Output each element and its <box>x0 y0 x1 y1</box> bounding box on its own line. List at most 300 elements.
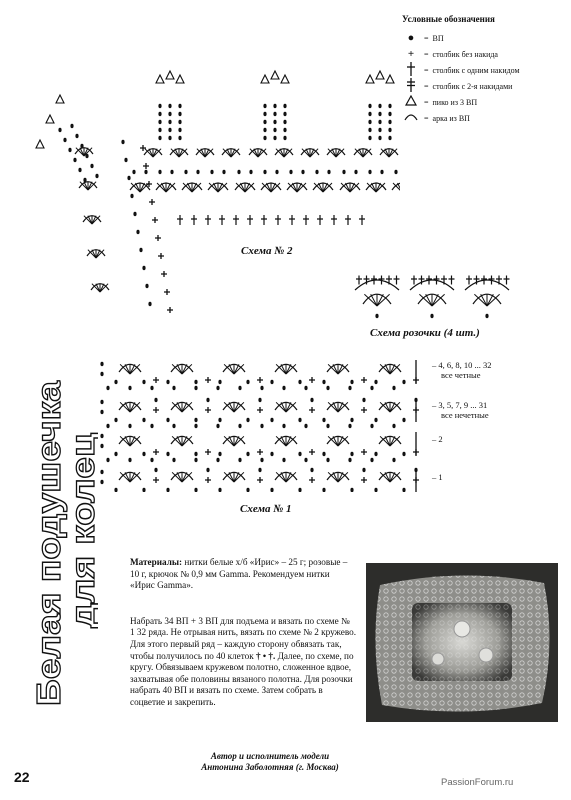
chain-dot <box>63 138 66 142</box>
chain-dot <box>106 458 109 462</box>
row-label-even: – 4, 6, 8, 10 ... 32 все четные <box>432 360 492 380</box>
fan-stitch <box>130 436 135 446</box>
fan-stitch <box>177 436 182 446</box>
chain-dot <box>150 458 153 462</box>
dc-stitch <box>356 276 362 285</box>
chain-dot <box>298 418 301 422</box>
fan-stitch <box>377 294 383 306</box>
plus-stitch <box>309 377 315 383</box>
legend <box>402 14 568 126</box>
chain-dot <box>368 128 371 132</box>
chain-dot <box>145 284 148 288</box>
plus-stitch <box>205 377 211 383</box>
chain-dot <box>283 120 286 124</box>
chain-dot <box>158 128 161 132</box>
fan-stitch <box>182 364 187 374</box>
chain-dot <box>322 418 325 422</box>
fan-stitch <box>125 436 130 446</box>
chain-dot <box>392 424 395 428</box>
dc-stitch <box>449 276 455 285</box>
chain-dot <box>263 104 266 108</box>
picot <box>176 75 184 83</box>
chain-dot <box>283 128 286 132</box>
plus-stitch <box>205 477 211 483</box>
chain-dot <box>326 458 329 462</box>
fan-stitch <box>385 472 390 482</box>
chain-dot <box>388 136 391 140</box>
dc-stitch <box>411 276 417 285</box>
chain-dot <box>100 480 103 484</box>
chain-dot <box>260 424 263 428</box>
row-label-2: – 2 <box>432 434 443 444</box>
chain-dot <box>95 174 98 178</box>
chain-dot <box>282 424 285 428</box>
fan-stitch <box>229 472 234 482</box>
fan-stitch <box>286 472 291 482</box>
chain-dot <box>216 386 219 390</box>
chain-dot <box>222 170 225 174</box>
plus-stitch <box>361 449 367 455</box>
chain-dot <box>378 112 381 116</box>
chain-dot <box>194 424 197 428</box>
chain-dot <box>370 424 373 428</box>
dc-stitch <box>331 215 337 225</box>
picot <box>281 75 289 83</box>
plus-stitch <box>361 377 367 383</box>
chain-dot <box>128 386 131 390</box>
legend-label: пико из 3 ВП <box>432 97 478 107</box>
chain-dot <box>258 468 261 472</box>
dc-stitch <box>289 215 295 225</box>
chain-dot <box>350 418 353 422</box>
chain-dot <box>298 380 301 384</box>
chain-dot <box>263 120 266 124</box>
chain-dot <box>210 170 213 174</box>
chain-dot <box>378 136 381 140</box>
chain-dot <box>154 468 157 472</box>
chain-dot <box>275 170 278 174</box>
plus-icon: + <box>407 48 415 60</box>
chain-dot <box>260 386 263 390</box>
plus-stitch <box>140 145 146 151</box>
legend-label: столбик без накида <box>432 49 498 59</box>
chain-dot <box>172 386 175 390</box>
fan-stitch <box>182 436 187 446</box>
chain-dot <box>322 452 325 456</box>
chain-dot <box>218 452 221 456</box>
chain-dot <box>310 398 313 402</box>
fan-stitch <box>390 402 395 412</box>
legend-label: столбик с 2-я накидами <box>432 81 513 91</box>
fan-stitch <box>333 364 338 374</box>
chain-dot <box>282 458 285 462</box>
dc-stitch <box>247 215 253 225</box>
dc-stitch <box>233 215 239 225</box>
page-number: 22 <box>14 769 30 785</box>
legend-row-cross1: = столбик с одним накидом <box>402 62 568 78</box>
plus-stitch <box>257 477 263 483</box>
stitch-symbols: † • †. <box>256 650 276 661</box>
picot <box>156 75 164 83</box>
chain-dot <box>194 452 197 456</box>
chain-dot <box>392 386 395 390</box>
cross-two-bar-icon <box>402 78 420 95</box>
plus-stitch <box>153 407 159 413</box>
dc-stitch <box>275 215 281 225</box>
fan-stitch <box>130 402 135 412</box>
dc-stitch <box>261 215 267 225</box>
chain-dot <box>392 458 395 462</box>
chain-dot <box>85 154 88 158</box>
cross-one-bar-icon <box>402 62 420 79</box>
chain-dot <box>362 398 365 402</box>
picot <box>386 75 394 83</box>
chain-dot <box>350 452 353 456</box>
plus-stitch <box>158 253 164 259</box>
picot <box>56 95 64 103</box>
picot <box>271 71 279 79</box>
picot <box>366 75 374 83</box>
chain-dot <box>298 488 301 492</box>
scheme-1-diagram <box>98 350 428 492</box>
chain-dot <box>273 112 276 116</box>
chain-dot <box>258 398 261 402</box>
chain-dot <box>194 458 197 462</box>
chain-dot <box>402 380 405 384</box>
chain-dot <box>263 112 266 116</box>
chain-dot <box>132 170 135 174</box>
dc-stitch <box>317 215 323 225</box>
chain-dot <box>342 170 345 174</box>
chain-dot <box>100 372 103 376</box>
chain-dot <box>178 104 181 108</box>
chain-dot <box>168 112 171 116</box>
plus-stitch <box>153 449 159 455</box>
rose-scheme-diagram <box>345 266 525 322</box>
chain-dot <box>238 458 241 462</box>
arc-icon <box>402 112 420 124</box>
chain-dot <box>216 424 219 428</box>
dc-stitch <box>177 215 183 225</box>
chain-dot <box>127 176 130 180</box>
chain-dot <box>402 418 405 422</box>
chain-dot <box>158 112 161 116</box>
chain-dot <box>144 170 147 174</box>
chain-dot <box>289 170 292 174</box>
chain-dot <box>100 444 103 448</box>
chain-dot <box>142 418 145 422</box>
chain-dot <box>168 136 171 140</box>
rose-arc <box>465 280 509 290</box>
chain-dot <box>310 468 313 472</box>
chain-dot <box>100 410 103 414</box>
chain-dot <box>270 380 273 384</box>
fan-stitch <box>338 436 343 446</box>
chain-dot <box>263 128 266 132</box>
fan-stitch <box>432 294 438 306</box>
fan-stitch <box>125 402 130 412</box>
author-credit: Автор и исполнитель модели Антонина Заболотняя (г. Москва) <box>201 751 339 772</box>
fan-stitch <box>286 364 291 374</box>
fan-stitch <box>234 364 239 374</box>
chain-dot <box>136 230 139 234</box>
chain-dot <box>178 112 181 116</box>
picot <box>46 115 54 123</box>
plus-stitch <box>257 449 263 455</box>
chain-dot <box>374 488 377 492</box>
chain-dot <box>150 424 153 428</box>
chain-dot <box>304 424 307 428</box>
legend-label: столбик с одним накидом <box>432 65 520 75</box>
chain-dot <box>301 170 304 174</box>
chain-dot <box>75 134 78 138</box>
chain-dot <box>218 488 221 492</box>
chain-dot <box>130 194 133 198</box>
dc-stitch <box>466 276 472 285</box>
chain-dot <box>154 398 157 402</box>
chain-dot <box>142 380 145 384</box>
chain-dot <box>128 458 131 462</box>
chain-dot <box>196 170 199 174</box>
title-line-1: Белая подушечка <box>30 417 67 706</box>
chain-dot <box>246 418 249 422</box>
chain-dot <box>133 212 136 216</box>
plus-stitch <box>309 449 315 455</box>
chain-dot <box>158 136 161 140</box>
chain-dot <box>80 144 83 148</box>
chain-dot <box>322 380 325 384</box>
chain-dot <box>158 170 161 174</box>
chain-dot <box>218 418 221 422</box>
rose-arc <box>355 280 399 290</box>
dc-stitch <box>504 276 510 285</box>
chain-dot <box>273 104 276 108</box>
chain-dot <box>388 104 391 108</box>
chain-dot <box>270 418 273 422</box>
chain-dot <box>402 488 405 492</box>
chain-dot <box>166 488 169 492</box>
chain-dot <box>172 458 175 462</box>
fan-stitch <box>390 364 395 374</box>
fan-stitch <box>338 472 343 482</box>
fan-stitch <box>333 402 338 412</box>
plus-stitch <box>167 307 173 313</box>
fan-stitch <box>182 402 187 412</box>
chain-dot <box>124 158 127 162</box>
legend-row-dot: ● = ВП <box>402 30 568 46</box>
dc-stitch <box>303 215 309 225</box>
chain-dot <box>380 170 383 174</box>
chain-dot <box>142 488 145 492</box>
chain-dot <box>172 424 175 428</box>
chain-dot <box>178 128 181 132</box>
chain-dot <box>114 418 117 422</box>
fan-stitch <box>286 436 291 446</box>
triangle-icon <box>402 95 420 109</box>
chain-dot <box>139 248 142 252</box>
legend-row-arc: = арка из ВП <box>402 110 568 126</box>
fan-stitch <box>338 364 343 374</box>
chain-dot <box>374 418 377 422</box>
chain-dot <box>114 380 117 384</box>
chain-dot <box>378 120 381 124</box>
chain-dot <box>216 458 219 462</box>
chain-dot <box>315 170 318 174</box>
chain-dot <box>184 170 187 174</box>
chain-dot <box>178 120 181 124</box>
chain-dot <box>368 136 371 140</box>
chain-dot <box>100 434 103 438</box>
plus-stitch <box>361 407 367 413</box>
chain-dot <box>374 380 377 384</box>
chain-dot <box>128 424 131 428</box>
chain-dot <box>90 164 93 168</box>
dc-stitch <box>205 215 211 225</box>
chain-dot <box>348 458 351 462</box>
fan-stitch <box>229 402 234 412</box>
fan-stitch <box>234 436 239 446</box>
plus-stitch <box>153 477 159 483</box>
picot <box>166 71 174 79</box>
plus-stitch <box>309 477 315 483</box>
chain-dot <box>270 452 273 456</box>
chain-dot <box>283 104 286 108</box>
fan-stitch <box>182 472 187 482</box>
chain-dot <box>282 386 285 390</box>
chain-dot <box>158 120 161 124</box>
fan-stitch <box>371 294 377 306</box>
chain-dot <box>238 424 241 428</box>
dc-stitch <box>359 215 365 225</box>
fan-stitch <box>385 436 390 446</box>
chain-dot <box>73 158 76 162</box>
chain-dot <box>283 112 286 116</box>
plus-stitch <box>164 289 170 295</box>
chain-dot <box>322 488 325 492</box>
page-title <box>18 378 98 708</box>
dc-stitch <box>441 276 447 285</box>
plus-stitch <box>361 477 367 483</box>
fan-stitch <box>281 472 286 482</box>
chain-dot <box>378 104 381 108</box>
picot <box>36 140 44 148</box>
fan-stitch <box>481 294 487 306</box>
fan-stitch <box>333 472 338 482</box>
watermark: PassionForum.ru <box>441 777 514 788</box>
chain-dot <box>68 148 71 152</box>
chain-dot <box>368 104 371 108</box>
chain-dot <box>388 112 391 116</box>
fan-stitch <box>390 472 395 482</box>
fan-stitch <box>177 402 182 412</box>
dc-stitch <box>394 276 400 285</box>
chain-dot <box>326 424 329 428</box>
legend-label: арка из ВП <box>432 113 470 123</box>
dc-stitch <box>345 215 351 225</box>
rose-arc <box>410 280 454 290</box>
legend-row-triangle: = пико из 3 ВП <box>402 94 568 110</box>
plus-stitch <box>257 407 263 413</box>
chain-dot <box>142 266 145 270</box>
chain-dot <box>166 418 169 422</box>
chain-dot <box>283 136 286 140</box>
fan-stitch <box>385 402 390 412</box>
fan-stitch <box>125 472 130 482</box>
chain-dot <box>326 386 329 390</box>
chain-dot <box>148 302 151 306</box>
chain-dot <box>354 170 357 174</box>
chain-dot <box>350 488 353 492</box>
materials-paragraph: Материалы: нитки белые х/б «Ирис» – 25 г; розовые – 10 г, крючок № 0,9 мм Gamma. Рекомендуем нитки «Ирис Gamma». <box>130 557 348 591</box>
plus-stitch <box>161 271 167 277</box>
chain-dot <box>168 104 171 108</box>
chain-dot <box>166 452 169 456</box>
chain-dot <box>327 170 330 174</box>
rose-scheme-caption: Схема розочки (4 шт.) <box>370 327 480 339</box>
plus-stitch <box>309 407 315 413</box>
chain-dot <box>206 468 209 472</box>
chain-dot <box>150 386 153 390</box>
fan-stitch <box>426 294 432 306</box>
chain-dot <box>194 488 197 492</box>
picot <box>376 71 384 79</box>
plus-stitch <box>257 377 263 383</box>
dot-icon: ● <box>407 32 415 44</box>
chain-dot <box>142 452 145 456</box>
chain-dot <box>485 314 488 318</box>
chain-dot <box>170 170 173 174</box>
chain-dot <box>378 128 381 132</box>
chain-dot <box>263 170 266 174</box>
dc-stitch <box>191 215 197 225</box>
fan-stitch <box>338 402 343 412</box>
fan-stitch <box>229 364 234 374</box>
pillow-photo <box>366 563 558 722</box>
legend-title: Условные обозначения <box>402 14 495 24</box>
chain-dot <box>194 380 197 384</box>
chain-dot <box>249 170 252 174</box>
chain-dot <box>375 314 378 318</box>
chain-dot <box>168 120 171 124</box>
chain-dot <box>246 488 249 492</box>
fan-stitch <box>281 436 286 446</box>
body-text <box>130 557 356 733</box>
fan-stitch <box>487 294 493 306</box>
plus-stitch <box>153 377 159 383</box>
fan-stitch <box>130 472 135 482</box>
chain-dot <box>370 386 373 390</box>
chain-dot <box>430 314 433 318</box>
instructions-paragraph: Набрать 34 ВП + 3 ВП для подъема и вязать по схеме № 1 32 ряда. Не отрывая нить, вязать по схеме № 2 кружево. Для этого первый ряд – каждую сторону обвязать так, чтобы получилось по 40 клеток † • †. Далее, по схеме, по кругу. Обвязываем кружевом полотно, сложенное вдвое, захватывая обе половины вязаного полотна. Для розочки набрать 40 ВП и вязать по схеме. Затем собрать в соцветие и закрепить. <box>130 615 357 707</box>
chain-dot <box>348 424 351 428</box>
chain-dot <box>394 170 397 174</box>
chain-dot <box>100 470 103 474</box>
fan-stitch <box>390 436 395 446</box>
fan-stitch <box>229 436 234 446</box>
chain-dot <box>168 128 171 132</box>
row-label-1: – 1 <box>432 472 443 482</box>
chain-dot <box>350 380 353 384</box>
chain-dot <box>368 112 371 116</box>
chain-dot <box>238 386 241 390</box>
plus-stitch <box>205 449 211 455</box>
chain-dot <box>273 120 276 124</box>
chain-dot <box>100 362 103 366</box>
plus-stitch <box>149 199 155 205</box>
fan-stitch <box>125 364 130 374</box>
chain-dot <box>194 418 197 422</box>
chain-dot <box>237 170 240 174</box>
